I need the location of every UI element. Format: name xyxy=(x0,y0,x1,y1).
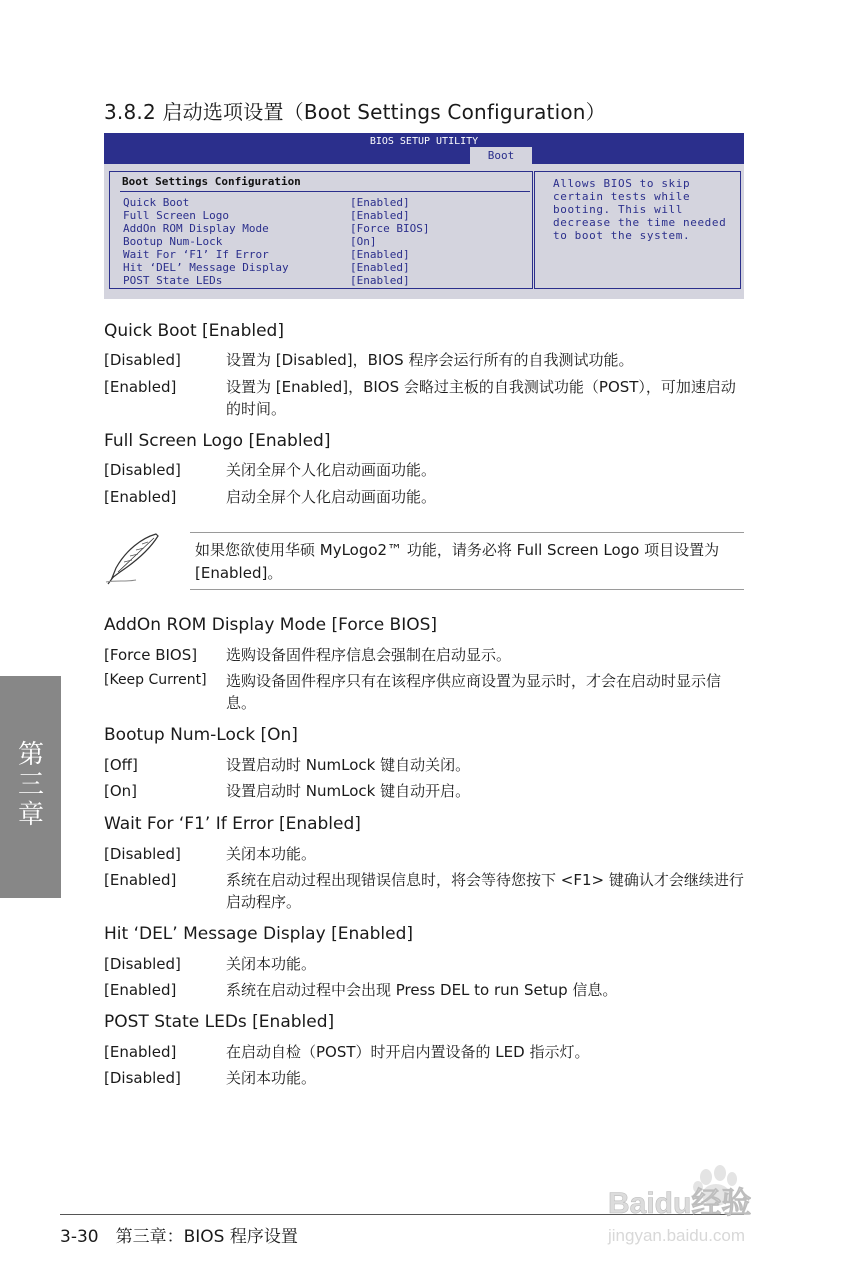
option-description: 关闭本功能。 xyxy=(226,1069,317,1087)
bios-row-full-screen-logo xyxy=(123,209,523,222)
bios-option: Hit ‘DEL’ Message Display xyxy=(123,261,289,274)
bios-option: Bootup Num-Lock xyxy=(123,235,223,248)
page-footer: 3-30 第三章：BIOS 程序设置 xyxy=(60,1227,298,1247)
bios-option: Full Screen Logo xyxy=(123,209,229,222)
option-description: 在启动自检（POST）时开启内置设备的 LED 指示灯。 xyxy=(226,1043,590,1061)
option-description: 关闭本功能。 xyxy=(226,845,317,863)
watermark-logo-text: Baidu经验 xyxy=(608,1187,752,1220)
option-key: [Enabled] xyxy=(104,871,177,889)
setting-title: POST State LEDs [Enabled] xyxy=(104,1012,335,1032)
bios-option: POST State LEDs xyxy=(123,274,223,287)
option-key: [Disabled] xyxy=(104,845,181,863)
bios-divider xyxy=(120,191,530,192)
setting-title: Full Screen Logo [Enabled] xyxy=(104,431,331,451)
quill-pen-icon xyxy=(102,530,166,586)
bios-value: [Enabled] xyxy=(350,274,410,287)
option-description: 选购设备固件程序只有在该程序供应商设置为显示时，才会在启动时显示信息。 xyxy=(226,672,722,712)
option-description: 系统在启动过程出现错误信息时，将会等待您按下 <F1> 键确认才会继续进行启动程序。 xyxy=(226,871,744,911)
bios-options-panel xyxy=(109,171,533,289)
bios-value: [On] xyxy=(350,235,377,248)
option-description: 选购设备固件程序信息会强制在启动显示。 xyxy=(226,646,512,664)
bios-utility-title: BIOS SETUP UTILITY xyxy=(369,136,479,147)
bios-value: [Enabled] xyxy=(350,248,410,261)
bios-help-text: Allows BIOS to skip certain tests while booting. This will decrease the time needed to boot the system. xyxy=(553,177,727,242)
bios-row-addon-rom xyxy=(123,222,523,235)
setting-title: Quick Boot [Enabled] xyxy=(104,321,284,341)
setting-title: Wait For ‘F1’ If Error [Enabled] xyxy=(104,814,361,834)
bios-value: [Force BIOS] xyxy=(350,222,430,235)
option-key: [Disabled] xyxy=(104,351,181,369)
option-key: [Enabled] xyxy=(104,378,177,396)
option-key: [On] xyxy=(104,782,138,800)
bios-option: Wait For ‘F1’ If Error xyxy=(123,248,269,261)
setting-title: AddOn ROM Display Mode [Force BIOS] xyxy=(104,615,438,635)
option-description: 系统在启动过程中会出现 Press DEL to run Setup 信息。 xyxy=(226,981,618,999)
option-description: 关闭本功能。 xyxy=(226,955,317,973)
option-description: 设置为 [Disabled]，BIOS 程序会运行所有的自我测试功能。 xyxy=(226,351,634,369)
bios-screenshot xyxy=(104,133,744,299)
option-key: [Force BIOS] xyxy=(104,646,198,664)
note-top-rule xyxy=(190,532,744,533)
bios-tab-boot: Boot xyxy=(470,147,532,164)
setting-title: Bootup Num-Lock [On] xyxy=(104,725,298,745)
bios-value: [Enabled] xyxy=(350,261,410,274)
watermark-url: jingyan.baidu.com xyxy=(608,1226,746,1245)
bios-option: Quick Boot xyxy=(123,196,190,209)
option-key: [Enabled] xyxy=(104,488,177,506)
bios-row-wait-f1 xyxy=(123,248,523,261)
bios-option: AddOn ROM Display Mode xyxy=(123,222,269,235)
option-key: [Disabled] xyxy=(104,1069,181,1087)
chapter-side-tab-label: 第三章 xyxy=(17,740,44,830)
option-description: 启动全屏个人化启动画面功能。 xyxy=(226,488,437,506)
bios-row-post-leds xyxy=(123,274,523,287)
bios-help-panel xyxy=(534,171,741,289)
option-key: [Keep Current] xyxy=(104,672,207,688)
option-description: 设置启动时 NumLock 键自动关闭。 xyxy=(226,756,471,774)
baidu-watermark-logo xyxy=(608,1165,808,1225)
option-description: 关闭全屏个人化启动画面功能。 xyxy=(226,461,437,479)
note-bottom-rule xyxy=(190,589,744,590)
option-key: [Disabled] xyxy=(104,461,181,479)
setting-title: Hit ‘DEL’ Message Display [Enabled] xyxy=(104,924,414,944)
option-description: 设置为 [Enabled]，BIOS 会略过主板的自我测试功能（POST），可加速启动的时间。 xyxy=(226,378,736,418)
option-key: [Enabled] xyxy=(104,981,177,999)
bios-row-num-lock xyxy=(123,235,523,248)
bios-panel-heading: Boot Settings Configuration xyxy=(122,175,301,188)
bios-header xyxy=(104,133,744,164)
bios-value: [Enabled] xyxy=(350,209,410,222)
note-text: 如果您欲使用华硕 MyLogo2™ 功能，请务必将 Full Screen Logo 项目设置为 [Enabled]。 xyxy=(195,541,720,582)
option-key: [Disabled] xyxy=(104,955,181,973)
option-key: [Enabled] xyxy=(104,1043,177,1061)
section-title: 3.8.2 启动选项设置（Boot Settings Configuration） xyxy=(104,100,606,124)
bios-row-quick-boot xyxy=(123,196,523,209)
option-key: [Off] xyxy=(104,756,138,774)
bios-row-hit-del xyxy=(123,261,523,274)
bios-value: [Enabled] xyxy=(350,196,410,209)
option-description: 设置启动时 NumLock 键自动开启。 xyxy=(226,782,471,800)
